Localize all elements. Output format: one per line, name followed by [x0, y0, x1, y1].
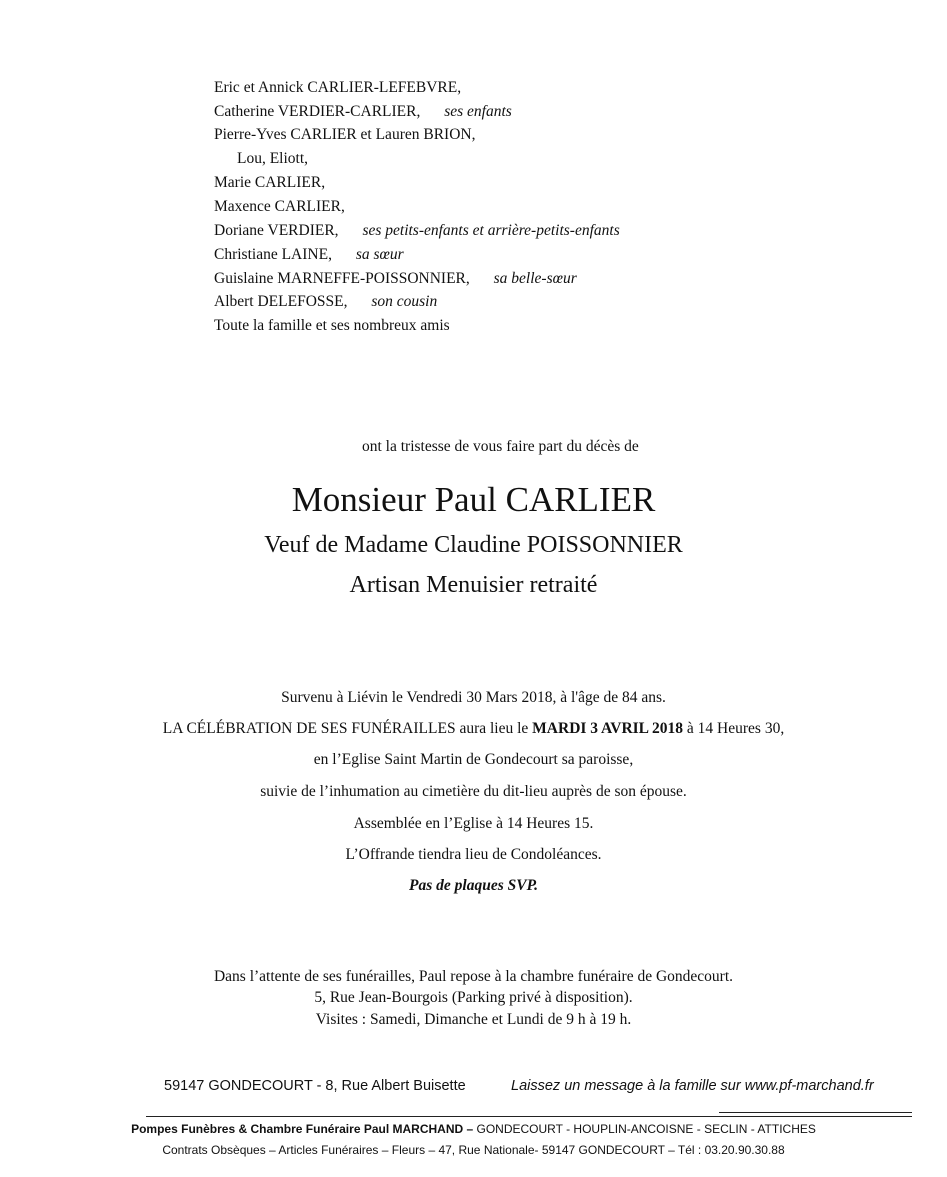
widower-of: Veuf de Madame Claudine POISSONNIER: [264, 532, 683, 558]
announcement-intro: ont la tristesse de vous faire part du décès de: [362, 438, 639, 455]
celebration-prefix: LA CÉLÉBRATION DE SES FUNÉRAILLES aura lieu le: [162, 720, 533, 737]
family-name: Maxence CARLIER,: [214, 198, 345, 215]
footer-address: 59147 GONDECOURT - 8, Rue Albert Buisette: [164, 1078, 466, 1094]
burial-line: suivie de l’inhumation au cimetière du dit-lieu auprès de son épouse.: [260, 783, 687, 800]
family-line-11: [214, 318, 450, 334]
family-relation: son cousin: [371, 293, 438, 310]
family-line-5: [214, 175, 325, 191]
family-name: Doriane VERDIER,: [214, 222, 339, 239]
family-relation: ses petits-enfants et arrière-petits-enfants: [362, 222, 620, 239]
offering-line: L’Offrande tiendra lieu de Condoléances.: [345, 846, 602, 863]
profession: Artisan Menuisier retraité: [349, 572, 598, 598]
family-name: Toute la famille et ses nombreux amis: [214, 317, 450, 334]
family-line-3: [214, 127, 475, 143]
no-plaques-line: Pas de plaques SVP.: [409, 877, 538, 894]
footer-message: Laissez un message à la famille sur www.pf-marchand.fr: [511, 1078, 874, 1094]
family-line-7: [214, 223, 620, 239]
assembly-line: Assemblée en l’Eglise à 14 Heures 15.: [353, 815, 594, 832]
family-line-4: [237, 151, 308, 167]
footer-rule: [146, 1116, 912, 1117]
company-towns: GONDECOURT - HOUPLIN-ANCOISNE - SECLIN - ATTICHES: [473, 1122, 816, 1136]
footer-company: [0, 1122, 947, 1136]
family-name: Pierre-Yves CARLIER et Lauren BRION,: [214, 126, 476, 143]
family-name: Christiane LAINE,: [214, 246, 332, 263]
family-line-6: [214, 199, 345, 215]
family-relation: sa sœur: [355, 246, 404, 263]
family-name: Guislaine MARNEFFE-POISSONNIER,: [214, 270, 470, 287]
footer-services: Contrats Obsèques – Articles Funéraires – Fleurs – 47, Rue Nationale- 59147 GONDECOURT – Tél : 03.20.90.30.88: [162, 1143, 785, 1157]
family-name: Lou, Eliott,: [237, 150, 309, 167]
family-line-9: [214, 271, 577, 287]
family-line-1: [214, 80, 461, 96]
family-name: Eric et Annick CARLIER-LEFEBVRE,: [214, 79, 462, 96]
family-line-2: [214, 104, 512, 120]
family-relation: ses enfants: [444, 103, 512, 120]
family-name: Catherine VERDIER-CARLIER,: [214, 103, 421, 120]
death-info: Survenu à Liévin le Vendredi 30 Mars 2018, à l'âge de 84 ans.: [281, 689, 666, 706]
celebration-suffix: à 14 Heures 30,: [683, 720, 785, 737]
church-line: en l’Eglise Saint Martin de Gondecourt sa paroisse,: [313, 751, 634, 768]
family-name: Marie CARLIER,: [214, 174, 326, 191]
short-rule: [719, 1112, 912, 1113]
company-name: Pompes Funèbres & Chambre Funéraire Paul MARCHAND –: [131, 1122, 474, 1136]
family-name: Albert DELEFOSSE,: [214, 293, 348, 310]
family-line-10: [214, 294, 437, 310]
visitation-line-3: Visites : Samedi, Dimanche et Lundi de 9 h à 19 h.: [315, 1011, 632, 1028]
deceased-name: Monsieur Paul CARLIER: [291, 480, 656, 519]
celebration-date: MARDI 3 AVRIL 2018: [532, 720, 684, 737]
family-relation: sa belle-sœur: [493, 270, 577, 287]
visitation-line-2: 5, Rue Jean-Bourgois (Parking privé à disposition).: [314, 989, 633, 1006]
family-line-8: [214, 247, 404, 263]
visitation-line-1: Dans l’attente de ses funérailles, Paul repose à la chambre funéraire de Gondecourt.: [213, 968, 734, 985]
celebration-line: [0, 720, 947, 738]
